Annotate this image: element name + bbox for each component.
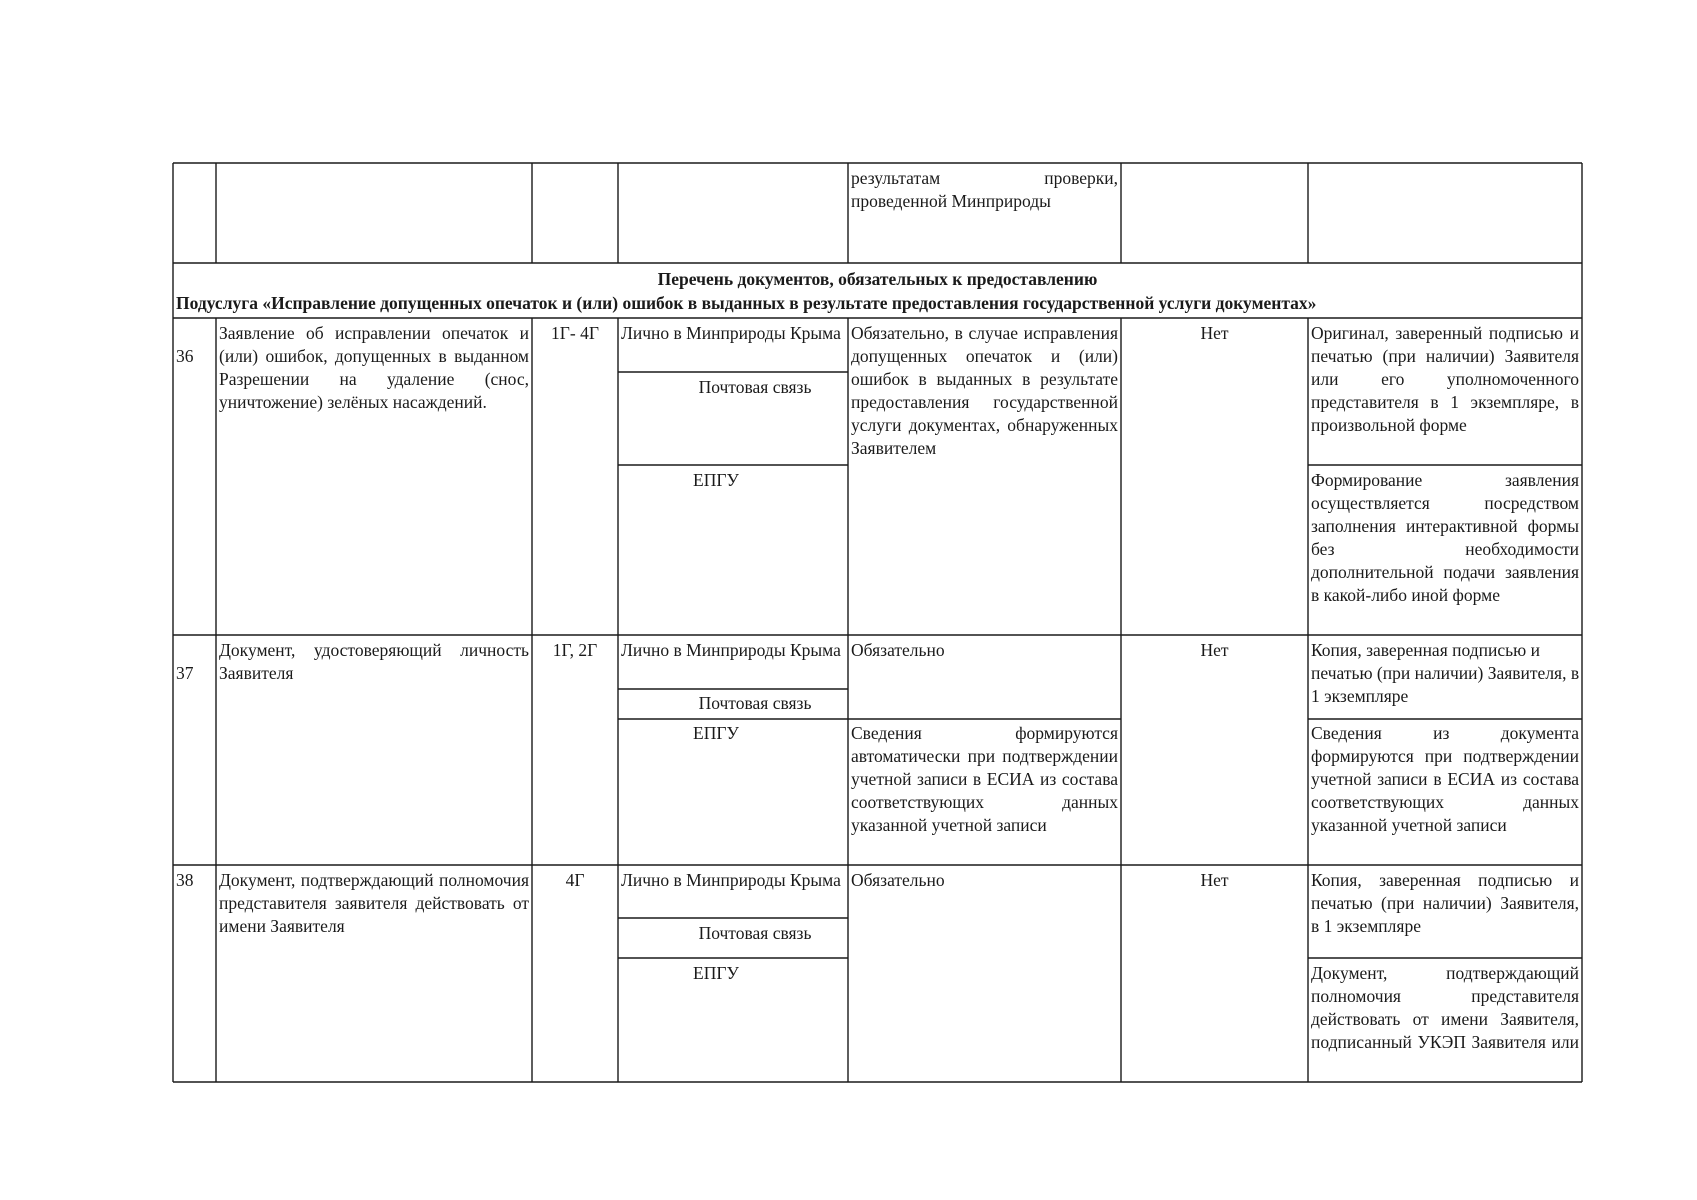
channel-epgu: ЕПГУ	[693, 963, 739, 983]
form-note: Копия, заверенная подписью и печатью (при наличии) Заявителя, в 1 экземпляре	[1311, 870, 1579, 936]
form-note-epgu: Формирование заявления осуществляется посредством заполнения интерактивной формы без необходимости дополнительной подачи заявления в какой-либо иной форме	[1311, 470, 1579, 605]
channel-in-person: Лично в Минприроды Крыма	[621, 870, 841, 890]
requirement-text: Обязательно	[851, 870, 945, 890]
interagency-flag: Нет	[1200, 323, 1229, 343]
form-note: Оригинал, заверенный подписью и печатью (при наличии) Заявителя или его уполномоченного представителя в 1 экземпляре, в произвольной форме	[1311, 323, 1579, 435]
channel-post: Почтовая связь	[698, 693, 812, 713]
document-name: Заявление об исправлении опечаток и (или) ошибок, допущенных в выданном Разрешении на удаление (снос, уничтожение) зелёных насаждений.	[219, 323, 529, 412]
top-row-requirement: результатам проверки, проведенной Минприроды	[851, 168, 1118, 211]
interagency-flag: Нет	[1200, 640, 1229, 660]
subservice-title: Подуслуга «Исправление допущенных опечаток и (или) ошибок в выданных в результате предоставления государственной услуги документах»	[176, 293, 1317, 313]
category-codes: 4Г	[565, 870, 585, 890]
requirement-text: Обязательно	[851, 640, 945, 660]
requirement-text: Обязательно, в случае исправления допущенных опечаток и (или) ошибок в выданных в результате предоставления государственной услуги документах, обнаруженных Заявителем	[851, 323, 1118, 458]
channel-in-person: Лично в Минприроды Крыма	[621, 640, 841, 660]
row-number: 37	[176, 663, 194, 683]
row-number: 36	[176, 346, 194, 366]
form-note-epgu: Документ, подтверждающий полномочия представителя действовать от имени Заявителя, подписанный УКЭП Заявителя или	[1311, 963, 1579, 1052]
category-codes: 1Г, 2Г	[552, 640, 598, 660]
channel-epgu: ЕПГУ	[693, 723, 739, 743]
form-note: Копия, заверенная подписью и печатью (при наличии) Заявителя, в 1 экземпляре	[1311, 640, 1580, 706]
channel-epgu: ЕПГУ	[693, 470, 739, 490]
section-title: Перечень документов, обязательных к предоставлению	[657, 269, 1098, 289]
row-number: 38	[176, 870, 194, 890]
channel-post: Почтовая связь	[698, 923, 812, 943]
channel-in-person: Лично в Минприроды Крыма	[621, 323, 841, 343]
form-note-epgu: Сведения из документа формируются при подтверждении учетной записи в ЕСИА из состава соответствующих данных указанной учетной записи	[1311, 723, 1579, 835]
interagency-flag: Нет	[1200, 870, 1229, 890]
document-name: Документ, подтверждающий полномочия представителя заявителя действовать от имени Заявителя	[219, 870, 529, 936]
requirement-epgu-text: Сведения формируются автоматически при подтверждении учетной записи в ЕСИА из состава соответствующих данных указанной учетной записи	[851, 723, 1118, 835]
category-codes: 1Г- 4Г	[551, 323, 599, 343]
document-name: Документ, удостоверяющий личность Заявителя	[219, 640, 529, 683]
channel-post: Почтовая связь	[698, 377, 812, 397]
